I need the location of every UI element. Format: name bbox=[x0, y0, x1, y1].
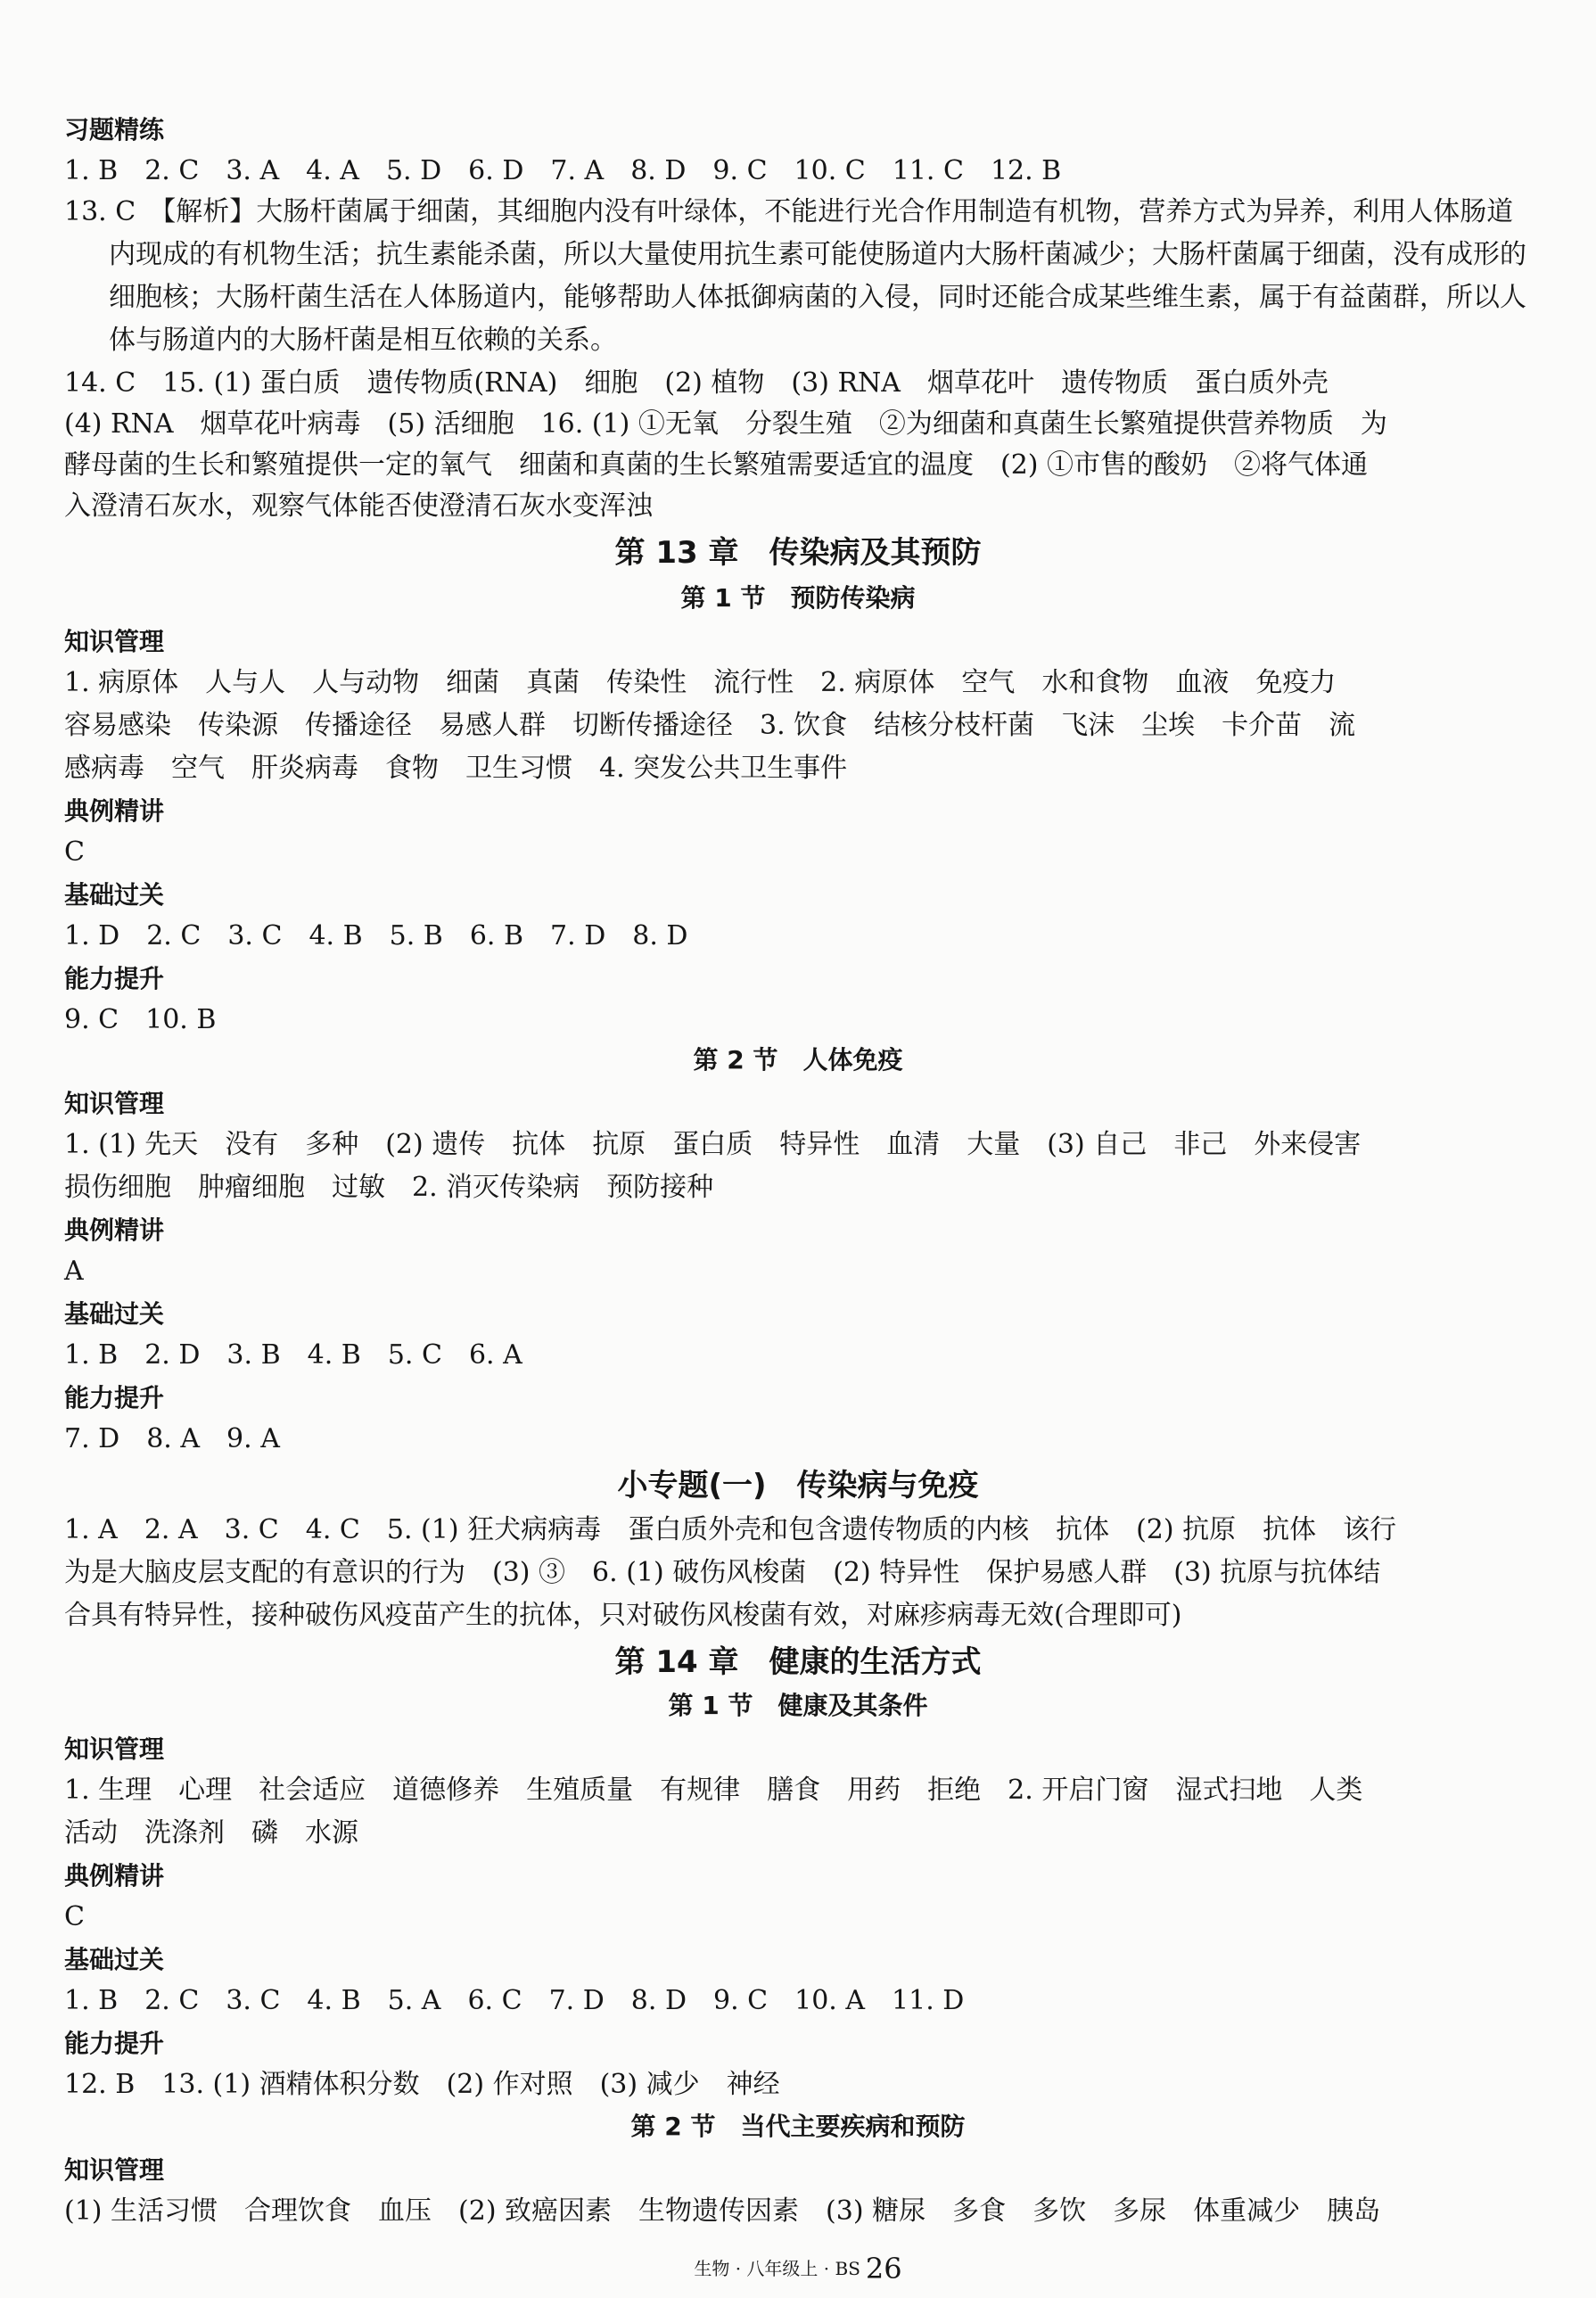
heading-practice: 习题精练 bbox=[64, 115, 165, 144]
answer-line: 1. 生理 心理 社会适应 道德修养 生殖质量 有规律 膳食 用药 拒绝 2. 开启门窗 湿式扫地 人类 bbox=[64, 1775, 1363, 1806]
section-title: 第 1 节 健康及其条件 bbox=[668, 1691, 928, 1720]
answer-line: 损伤细胞 肿瘤细胞 过敏 2. 消灭传染病 预防接种 bbox=[64, 1172, 714, 1203]
heading-basic: 基础过关 bbox=[64, 1945, 165, 1974]
heading-knowledge: 知识管理 bbox=[64, 1089, 165, 1118]
explanation-paragraph bbox=[64, 191, 1526, 362]
answer-line: A bbox=[64, 1256, 84, 1287]
page-footer bbox=[0, 2253, 1596, 2285]
answer-line: 感病毒 空气 肝炎病毒 食物 卫生习惯 4. 突发公共卫生事件 bbox=[64, 753, 848, 784]
answer-line: 12. B 13. (1) 酒精体积分数 (2) 作对照 (3) 减少 神经 bbox=[64, 2069, 780, 2100]
explanation-text: 13. C 【解析】大肠杆菌属于细菌，其细胞内没有叶绿体，不能进行光合作用制造有机物，营养方式为异养，利用人体肠道内现成的有机物生活；抗生素能杀菌，所以大量使用抗生素可能使肠道内大肠杆菌减少；大肠杆菌属于细菌，没有成形的细胞核；大肠杆菌生活在人体肠道内，能够帮助人体抵御病菌的入侵，同时还能合成某些维生素，属于有益菌群，所以人体与肠道内的大肠杆菌是相互依赖的关系。 bbox=[64, 196, 1526, 356]
answer-line: C bbox=[64, 836, 85, 868]
answer-line: 1. 病原体 人与人 人与动物 细菌 真菌 传染性 流行性 2. 病原体 空气 水和食物 血液 免疫力 bbox=[64, 667, 1337, 698]
topic-title: 小专题(一) 传染病与免疫 bbox=[617, 1468, 979, 1503]
heading-advanced: 能力提升 bbox=[64, 1383, 165, 1413]
heading-knowledge: 知识管理 bbox=[64, 2155, 165, 2185]
heading-example: 典例精讲 bbox=[64, 1861, 165, 1890]
section-title: 第 1 节 预防传染病 bbox=[680, 583, 916, 613]
answer-line: 1. A 2. A 3. C 4. C 5. (1) 狂犬病病毒 蛋白质外壳和包含遗传物质的内核 抗体 (2) 抗原 抗体 该行 bbox=[64, 1514, 1397, 1545]
heading-advanced: 能力提升 bbox=[64, 2029, 165, 2058]
answer-line: 9. C 10. B bbox=[64, 1004, 217, 1035]
answer-line: 酵母菌的生长和繁殖提供一定的氧气 细菌和真菌的生长繁殖需要适宜的温度 (2) ①市售的酸奶 ②将气体通 bbox=[64, 449, 1369, 481]
answer-line: C bbox=[64, 1901, 85, 1932]
answer-line: 1. B 2. D 3. B 4. B 5. C 6. A bbox=[64, 1339, 522, 1371]
answer-line: 1. D 2. C 3. C 4. B 5. B 6. B 7. D 8. D bbox=[64, 920, 688, 951]
page-number: 26 bbox=[865, 2252, 902, 2286]
heading-knowledge: 知识管理 bbox=[64, 627, 165, 656]
section-title: 第 2 节 当代主要疾病和预防 bbox=[630, 2112, 966, 2141]
heading-basic: 基础过关 bbox=[64, 880, 165, 910]
answer-line: 7. D 8. A 9. A bbox=[64, 1423, 280, 1454]
answer-line: 活动 洗涤剂 磷 水源 bbox=[64, 1817, 358, 1849]
answer-line: 14. C 15. (1) 蛋白质 遗传物质(RNA) 细胞 (2) 植物 (3) RNA 烟草花叶 遗传物质 蛋白质外壳 bbox=[64, 367, 1329, 399]
chapter-title: 第 14 章 健康的生活方式 bbox=[614, 1644, 982, 1680]
heading-knowledge: 知识管理 bbox=[64, 1734, 165, 1764]
answer-line: 1. B 2. C 3. A 4. A 5. D 6. D 7. A 8. D 9. C 10. C 11. C 12. B bbox=[64, 155, 1062, 186]
answer-line: 1. (1) 先天 没有 多种 (2) 遗传 抗体 抗原 蛋白质 特异性 血清 大量 (3) 自己 非己 外来侵害 bbox=[64, 1129, 1362, 1160]
heading-example: 典例精讲 bbox=[64, 796, 165, 826]
answer-line: 1. B 2. C 3. C 4. B 5. A 6. C 7. D 8. D 9. C 10. A 11. D bbox=[64, 1985, 965, 2016]
answer-line: 容易感染 传染源 传播途径 易感人群 切断传播途径 3. 饮食 结核分枝杆菌 飞沫 尘埃 卡介苗 流 bbox=[64, 710, 1356, 741]
answer-line: (4) RNA 烟草花叶病毒 (5) 活细胞 16. (1) ①无氧 分裂生殖 ②为细菌和真菌生长繁殖提供营养物质 为 bbox=[64, 408, 1387, 440]
answer-line: 入澄清石灰水，观察气体能否使澄清石灰水变浑浊 bbox=[64, 490, 653, 522]
heading-basic: 基础过关 bbox=[64, 1299, 165, 1329]
answer-line: 为是大脑皮层支配的有意识的行为 (3) ③ 6. (1) 破伤风梭菌 (2) 特异性 保护易感人群 (3) 抗原与抗体结 bbox=[64, 1557, 1381, 1588]
chapter-title: 第 13 章 传染病及其预防 bbox=[614, 535, 982, 571]
answer-line: 合具有特异性，接种破伤风疫苗产生的抗体，只对破伤风梭菌有效，对麻疹病毒无效(合理即可) bbox=[64, 1600, 1182, 1631]
heading-advanced: 能力提升 bbox=[64, 964, 165, 993]
section-title: 第 2 节 人体免疫 bbox=[693, 1045, 903, 1075]
answer-line: (1) 生活习惯 合理饮食 血压 (2) 致癌因素 生物遗传因素 (3) 糖尿 多食 多饮 多尿 体重减少 胰岛 bbox=[64, 2195, 1381, 2227]
footer-subject: 生物 · 八年级上 · BS bbox=[694, 2258, 860, 2279]
heading-example: 典例精讲 bbox=[64, 1215, 165, 1245]
